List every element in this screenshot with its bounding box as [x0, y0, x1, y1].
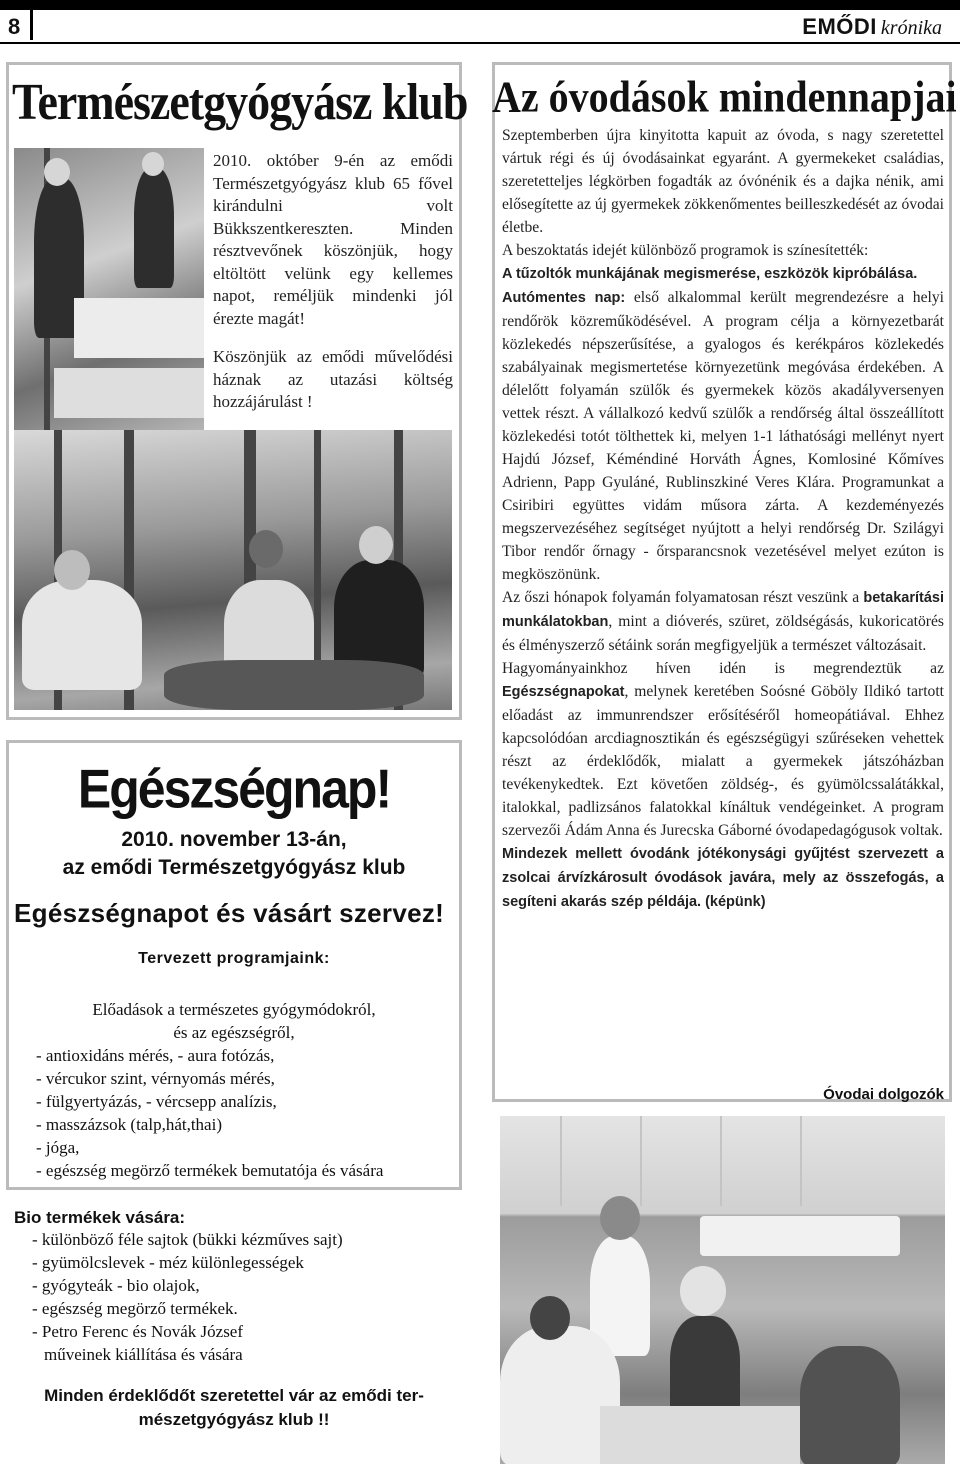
- health-day-heading: Egészségnap!: [77, 758, 391, 820]
- lectures-text: [0, 998, 468, 1044]
- list-item: - vércukor szint, vérnyomás mérés,: [36, 1069, 275, 1088]
- header-rule: [0, 42, 960, 44]
- right-paragraph-2: A beszoktatás idejét különböző programok is színesítették:: [502, 242, 869, 259]
- car-free-day-text: első alkalommal került megrendezésre a helyi rendőrök közreműködésével. A program célja a környezetbarát közlekedés népszerűsítése, a gyalogos és kerékpáros közlekedés szabályainak megismertetése környezetünk megóvása érdekében. A délelőtt folyamán szülők és gyermekek közös akadályversenyen vettek részt. A vállalkozó kedvű szülők a rendőrség által összeállított közlekedési totót tölthettek ki, melyen 1-1 láthatósági mellényt nyert Hajdú József, Kéméndiné Horváth Ágnes, Komlosiné Kőmíves Adrienn, Papp Gyuláné, Rublinszkiné Veres Klára. Programunkat a Csiribiri együttes vidám műsora zárta. A kezdeményezés megszervezéséhez segítséget nyújtott a helyi rendőrség Dr. Szilágyi Tibor rendőr őrnagy - őrsparancsnok vezetésével melyet ezúton is megköszönünk.: [502, 289, 944, 583]
- list-item: - különböző féle sajtok (bükki kézműves sajt): [32, 1230, 343, 1249]
- program-list: [36, 1044, 383, 1182]
- health-days-bold: Egészségnapokat: [502, 684, 625, 700]
- date-line-2: az emődi Természetgyógyász klub: [62, 856, 406, 879]
- masthead-subtitle: krónika: [880, 17, 942, 39]
- firefighters-bold: A tűzoltók munkájának megismerése, eszközök kipróbálása.: [502, 266, 918, 282]
- harvest-bold: betakarítási munkálatokban: [502, 590, 944, 630]
- masthead-brand: EMŐDI: [802, 14, 877, 39]
- list-item: - fülgyertyázás, - vércsepp analízis,: [36, 1092, 277, 1111]
- list-item: - jóga,: [36, 1138, 80, 1157]
- charity-bold: Mindezek mellett óvodánk jótékonysági gyűjtést szervezett a zsolcai árvízkárosult óvodások javára, mely az összefogás, a segíteni akarás szép példája. (képünk): [502, 846, 944, 910]
- header-bar: [0, 0, 960, 10]
- bio-title: Bio termékek vására:: [14, 1208, 186, 1227]
- intro-paragraph-2: Köszönjük az emődi művelődési háznak az utazási költség hozzájárulást !: [213, 347, 453, 411]
- right-paragraph-7: [502, 842, 944, 914]
- list-item: - gyógyteák - bio olajok,: [32, 1276, 200, 1295]
- lectures-line-1: Előadások a természetes gyógymódokról,: [92, 1000, 376, 1019]
- closing-line-2: mészetgyógyász klub !!: [138, 1410, 330, 1429]
- right-paragraph-5: [502, 586, 944, 657]
- closing-line-1: Minden érdeklődőt szeretettel vár az emődi ter-: [44, 1386, 424, 1405]
- list-item: - masszázsok (talp,hát,thai): [36, 1115, 222, 1134]
- list-item: - antioxidáns mérés, - aura fotózás,: [36, 1046, 275, 1065]
- health-day-date: [0, 826, 468, 882]
- date-line-1: 2010. november 13-án,: [121, 828, 347, 851]
- left-article-title: Természetgyógyász klub: [12, 73, 468, 131]
- bio-list: [32, 1228, 343, 1366]
- forest-photo: [14, 430, 452, 710]
- lectures-line-2: és az egészségről,: [173, 1023, 295, 1042]
- masthead: [802, 14, 942, 40]
- list-item: - egészség megörző termékek.: [32, 1299, 238, 1318]
- harvest-text-b: , mint a dióverés, szüret, zöldségásás, kukoricatörés és élményszerző sétáink során megfigyeljük a természet változásait.: [502, 613, 944, 654]
- list-item: - egészség megörző termékek bemutatója és vására: [36, 1161, 384, 1180]
- left-article-intro: [213, 150, 453, 430]
- health-days-text-b: , melynek keretében Soósné Göböly Ildikó tartott előadást az immunrendszer erősítéséről homeopátiával. Ehhez kapcsolódóan arcdiagnosztikán és egészségügyi szűréseken vehettek részt az érdeklődők, mialatt a gyermekek játszóházban tevékenykedtek. Ezt követően zöldség-, és gyümölcssalátákkal, italokkal, padlizsános falatokkal kínáltuk vendégeinket. A program szervezői Ádám Anna és Jurecska Gáborné óvodapedagógusok voltak.: [502, 683, 944, 839]
- right-article-body: [502, 124, 944, 914]
- market-photo: [14, 148, 204, 430]
- list-item: - gyümölcslevek - méz különlegességek: [32, 1253, 304, 1272]
- harvest-text-a: Az őszi hónapok folyamán folyamatosan részt veszünk a: [502, 589, 864, 606]
- health-day-subheading: Egészségnapot és vásárt szervez!: [14, 898, 445, 928]
- closing-text: [0, 1384, 468, 1432]
- right-paragraph-6: [502, 657, 944, 842]
- health-days-text-a: Hagyományainkhoz híven idén is megrendeztük az: [502, 660, 944, 677]
- list-item: műveinek kiállítása és vására: [44, 1345, 243, 1364]
- right-paragraph-3: [502, 262, 944, 286]
- kindergarten-photo: [500, 1116, 945, 1464]
- right-paragraph-1: Szeptemberben újra kinyitotta kapuit az óvoda, s nagy szeretettel vártuk régi és új óvodásainkat egyaránt. A gyermekeket családias, szeretetteljes légkörben fogadták az óvónénik és a dajka nénik, ami elősegítette az új gyermekek zökkenőmentes beilleszkedését az óvodai életbe.: [502, 127, 944, 236]
- page-number: 8: [8, 14, 21, 39]
- right-paragraph-4: [502, 286, 944, 586]
- right-article-title: Az óvodások mindennapjai: [492, 71, 957, 122]
- program-title: Tervezett programjaink:: [138, 950, 330, 967]
- intro-paragraph-1: 2010. október 9-én az emődi Természetgyógyász klub 65 fővel kirándulni volt Bükkszentkereszten. Minden résztvevőnek köszönjük, hogy eltöltött velünk egy kellemes napot, reméljük mindenki jól érezte magát!: [213, 151, 453, 328]
- car-free-day-bold: Autómentes nap:: [502, 290, 626, 306]
- list-item: - Petro Ferenc és Novák József: [32, 1322, 244, 1341]
- signature: Óvodai dolgozók: [823, 1086, 944, 1103]
